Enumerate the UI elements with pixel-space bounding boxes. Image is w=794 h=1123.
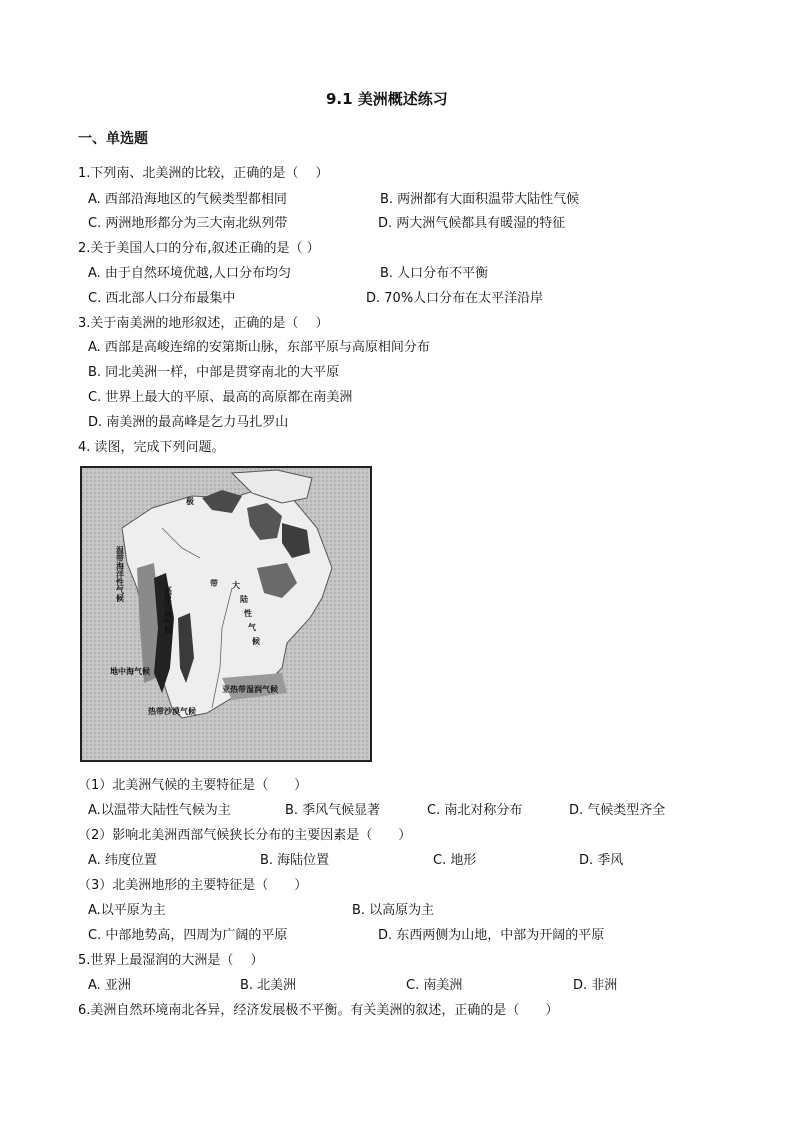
option-a: A. 由于自然环境优越,人口分布均匀	[88, 266, 292, 281]
option-c: C. 南美洲	[406, 978, 463, 993]
map-label: 大	[232, 581, 240, 590]
option-d: D. 季风	[579, 853, 624, 868]
option-a: A.以温带大陆性气候为主	[88, 803, 231, 818]
question-stem: 2.关于美国人口的分布,叙述正确的是（ ）	[78, 241, 320, 256]
option-b: B. 人口分布不平衡	[380, 266, 489, 281]
option-c: C. 南北对称分布	[427, 803, 523, 818]
map-label: 温带海洋性气候	[115, 546, 125, 602]
option-b: B. 季风气候显著	[285, 803, 381, 818]
option-c: C. 中部地势高，四周为广阔的平原	[88, 928, 288, 943]
option-a: A. 西部沿海地区的气候类型都相同	[88, 192, 287, 207]
north-america-climate-map	[80, 466, 372, 762]
section-heading: 一、单选题	[78, 131, 148, 147]
map-label: 气	[248, 623, 256, 632]
option-d: D. 非洲	[573, 978, 618, 993]
question-stem: （1）北美洲气候的主要特征是（ ）	[78, 778, 308, 793]
option-b: B. 同北美洲一样，中部是贯穿南北的大平原	[88, 365, 340, 380]
option-a: A. 纬度位置	[88, 853, 157, 868]
option-c: C. 两洲地形都分为三大南北纵列带	[88, 216, 288, 231]
option-b: B. 北美洲	[240, 978, 297, 993]
option-d: D. 70%人口分布在太平洋沿岸	[366, 291, 544, 306]
map-label: 性	[244, 609, 252, 618]
map-label: 陆	[240, 595, 248, 604]
option-b: B. 两洲都有大面积温带大陆性气候	[380, 192, 580, 207]
question-stem: 6.美洲自然环境南北各异，经济发展极不平衡。有关美洲的叙述，正确的是（ ）	[78, 1003, 559, 1018]
question-stem: 1.下列南、北美洲的比较，正确的是（ ）	[78, 166, 329, 181]
option-c: C. 西北部人口分布最集中	[88, 291, 236, 306]
option-c: C. 地形	[433, 853, 477, 868]
option-b: B. 海陆位置	[260, 853, 330, 868]
option-a: A. 西部是高峻连绵的安第斯山脉，东部平原与高原相间分布	[88, 340, 430, 355]
map-label: 带	[210, 579, 218, 588]
map-label: 候	[252, 637, 260, 646]
page-title: 9.1 美洲概述练习	[326, 90, 448, 108]
question-stem: 5.世界上最湿润的大洲是（ ）	[78, 953, 264, 968]
map-label: 地中海气候	[110, 667, 150, 676]
option-a: A.以平原为主	[88, 903, 166, 918]
map-label: 亚热带湿润气候	[222, 685, 278, 694]
question-stem: （3）北美洲地形的主要特征是（ ）	[78, 878, 308, 893]
option-d: D. 南美洲的最高峰是乞力马扎罗山	[88, 415, 289, 430]
option-d: D. 两大洲气候都具有暖湿的特征	[378, 216, 566, 231]
map-label: 高原山地气候	[163, 586, 173, 634]
option-b: B. 以高原为主	[352, 903, 435, 918]
option-d: D. 东西两侧为山地，中部为开阔的平原	[378, 928, 605, 943]
question-stem: （2）影响北美洲西部气候狭长分布的主要因素是（ ）	[78, 828, 412, 843]
question-stem: 3.关于南美洲的地形叙述，正确的是（ ）	[78, 316, 329, 331]
option-c: C. 世界上最大的平原、最高的高原都在南美洲	[88, 390, 353, 405]
option-d: D. 气候类型齐全	[569, 803, 666, 818]
option-a: A. 亚洲	[88, 978, 131, 993]
map-label: 热带沙漠气候	[148, 707, 196, 716]
map-label: 极	[186, 497, 194, 506]
question-stem: 4. 读图，完成下列问题。	[78, 440, 225, 455]
